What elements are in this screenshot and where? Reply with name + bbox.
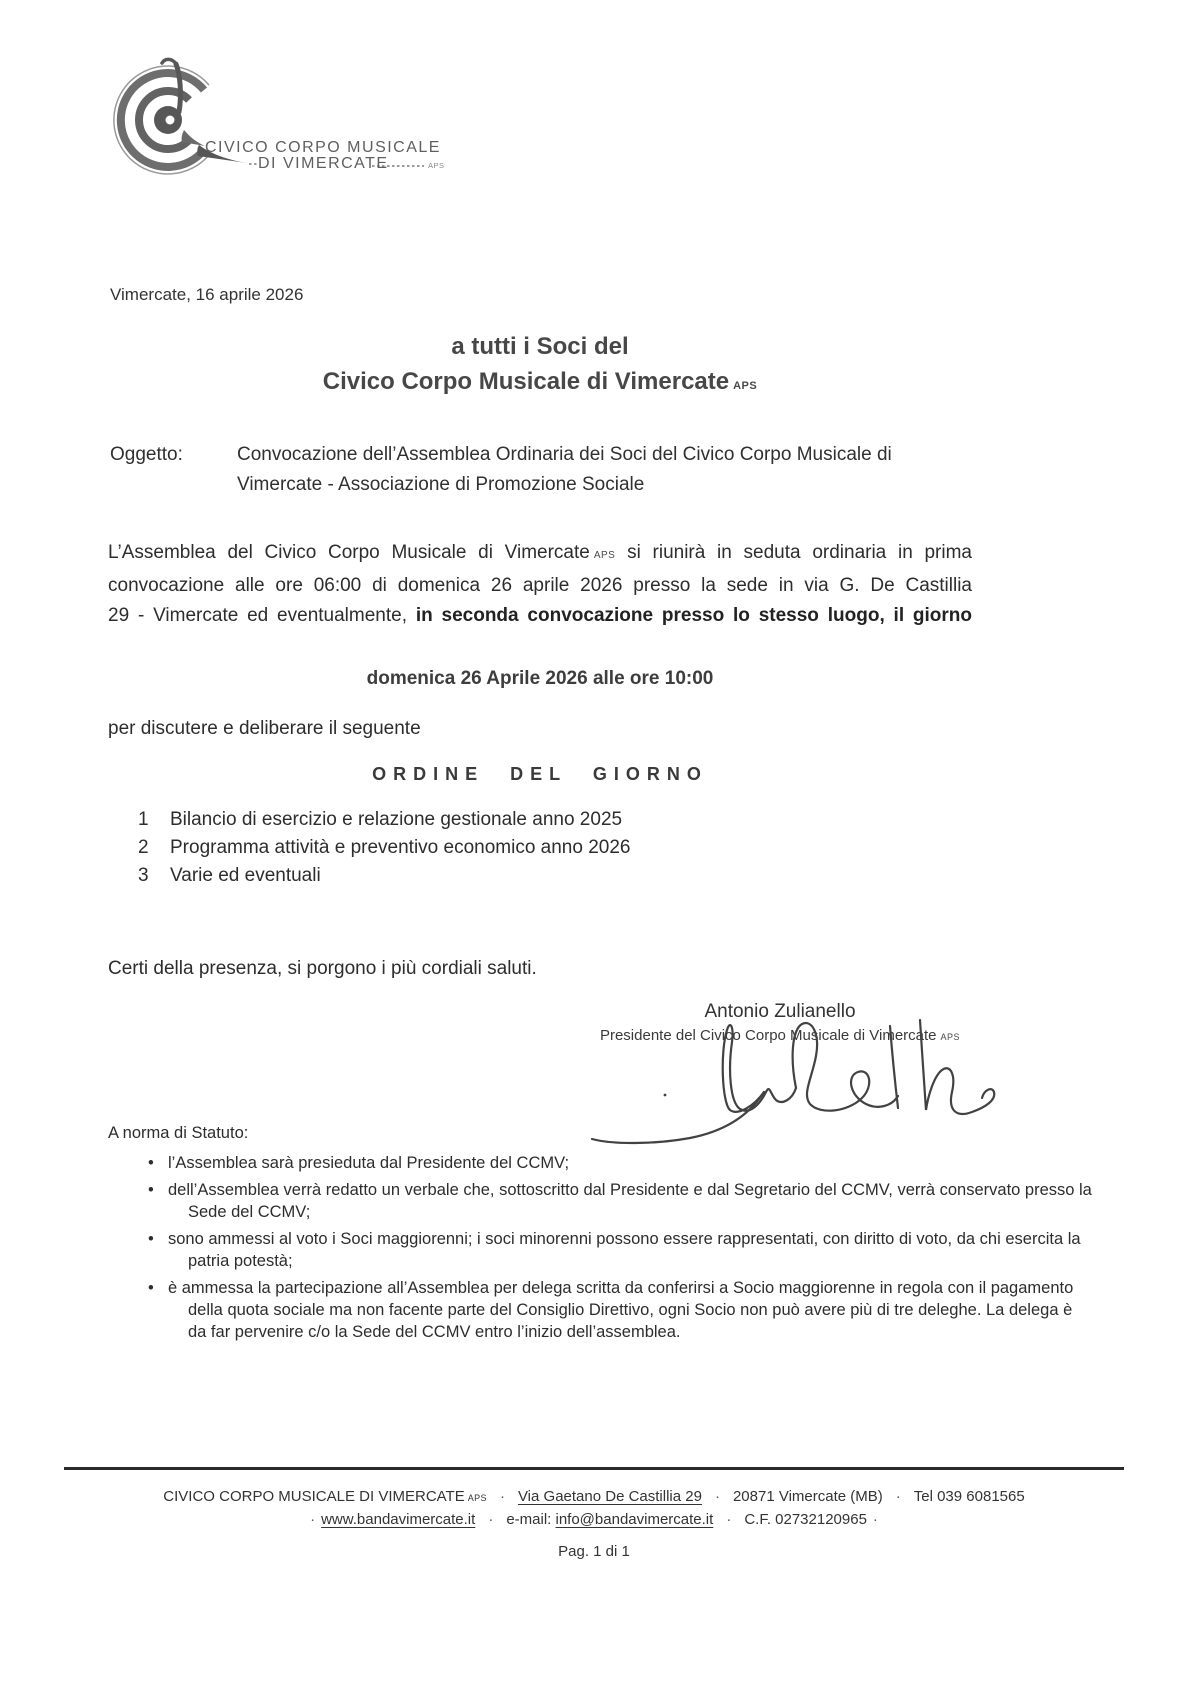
opening-line1-text: L’Assemblea del Civico Corpo Musicale di Vimercate: [108, 542, 590, 563]
statute-bullet: • dell’Assemblea verrà redatto un verbale che, sottoscritto dal Presidente e dal Segretario del CCMV, verrà conservato presso la Sede del CCMV;: [108, 1179, 1093, 1223]
subject-row: [110, 440, 892, 500]
agenda-intro: per discutere e deliberare il seguente: [108, 718, 421, 739]
logo-org-name-line2: DI VIMERCATE: [258, 155, 389, 172]
org-logo: [106, 56, 456, 186]
signatory-aps-label: APS: [940, 1032, 961, 1042]
logo-note-hole: [166, 116, 175, 125]
closing-line: Certi della presenza, si porgono i più cordiali saluti.: [108, 958, 537, 979]
signature-ink-dot: [664, 1094, 667, 1097]
footer-separator: ·: [714, 1488, 720, 1505]
recipient-block: [108, 329, 972, 404]
signature-stroke-vertical: [890, 1026, 898, 1108]
footer-email: info@bandavimercate.it: [555, 1511, 714, 1528]
subject-text: [237, 440, 892, 500]
signature-stroke-tail: [920, 1020, 994, 1114]
agenda-item-text: Programma attività e preventivo economico anno 2026: [170, 837, 631, 858]
opening-line1: [108, 538, 972, 571]
recipient-line1: a tutti i Soci del: [451, 333, 629, 360]
subject-text-line1: Convocazione dell’Assemblea Ordinaria dei Soci del Civico Corpo Musicale di: [237, 444, 892, 465]
opening-paragraph: [108, 538, 972, 631]
logo-note-stem: [176, 64, 180, 112]
footer-separator: ·: [488, 1511, 494, 1528]
opening-line3-text: 29 - Vimercate ed eventualmente,: [108, 605, 416, 626]
recipient-line2: [108, 364, 972, 404]
footer-city: 20871 Vimercate (MB): [732, 1488, 883, 1505]
opening-line2: convocazione alle ore 06:00 di domenica 26 aprile 2026 presso la sede in via G. De Castillia: [108, 575, 972, 596]
footer-line2: [64, 1509, 1124, 1530]
logo-org-name-line1: CIVICO CORPO MUSICALE: [205, 139, 441, 156]
agenda-item-number: 1: [138, 809, 149, 830]
subject-label: Oggetto:: [110, 444, 183, 465]
logo-note-flag: [162, 59, 176, 64]
footer-separator: ·: [726, 1511, 732, 1528]
agenda-item: [108, 862, 630, 890]
statute-bullet: • l’Assemblea sarà presieduta dal Presidente del CCMV;: [108, 1152, 1093, 1174]
opening-aps-label: APS: [593, 550, 616, 561]
meeting-datetime: domenica 26 Aprile 2026 alle ore 10:00: [366, 668, 714, 689]
footer-phone: Tel 039 6081565: [913, 1488, 1025, 1505]
footer-website: www.bandavimercate.it: [321, 1511, 476, 1528]
statute-bullet: • è ammessa la partecipazione all’Assemblea per delega scritta da conferirsi a Socio maggiorenne in regola con il pagamento della quota sociale ma non facente parte del Consiglio Direttivo, ogni Socio non può avere più di tre deleghe. La delega è da far pervenire c/o la Sede del CCMV entro l’inizio dell’assemblea.: [108, 1277, 1093, 1343]
footer-org-aps: APS: [467, 1493, 487, 1503]
agenda-item: [108, 806, 630, 834]
footer-separator: ·: [499, 1488, 505, 1505]
subject-text-line2: Vimercate - Associazione di Promozione Sociale: [237, 474, 645, 495]
footer-divider: [64, 1467, 1124, 1470]
agenda-item-number: 2: [138, 837, 149, 858]
signatory-role-text: Presidente del Civico Corpo Musicale di Vimercate: [599, 1027, 937, 1044]
opening-line3-bold: in seconda convocazione presso lo stesso luogo, il giorno: [415, 605, 973, 626]
agenda-item-text: Varie ed eventuali: [170, 865, 321, 886]
statute-bullet: • sono ammessi al voto i Soci maggiorenni; i soci minorenni possono essere rappresentati, con diritto di voto, da chi esercita la patria potestà;: [108, 1228, 1093, 1272]
page-number: Pag. 1 di 1: [558, 1543, 630, 1560]
footer-fiscal-code: C.F. 02732120965: [744, 1511, 867, 1528]
statute-list: [108, 1152, 1093, 1343]
footer-separator: ·: [872, 1511, 878, 1528]
signature-stroke-curl: [793, 1023, 898, 1111]
signature-stroke-loops: [723, 1025, 796, 1112]
date-line: Vimercate, 16 aprile 2026: [110, 285, 304, 304]
logo-aps-label: APS: [428, 161, 445, 170]
recipient-aps-label: APS: [733, 380, 758, 392]
footer-email-label: e-mail:: [506, 1511, 552, 1528]
footer-address: Via Gaetano De Castillia 29: [517, 1488, 702, 1505]
statute-heading: A norma di Statuto:: [108, 1124, 249, 1142]
footer-org-name: CIVICO CORPO MUSICALE DI VIMERCATE: [163, 1488, 465, 1505]
agenda-list: [108, 806, 630, 890]
agenda-item: [108, 834, 630, 862]
statute-block: [108, 1122, 1093, 1348]
agenda-item-text: Bilancio di esercizio e relazione gestionale anno 2025: [170, 809, 623, 830]
recipient-org-name: Civico Corpo Musicale di Vimercate: [322, 368, 730, 395]
opening-line1-rest: si riunirà in seduta ordinaria in prima: [615, 542, 972, 563]
footer-separator: ·: [895, 1488, 901, 1505]
footer-separator: ·: [310, 1511, 316, 1528]
agenda-item-number: 3: [138, 865, 149, 886]
footer-block: [64, 1486, 1124, 1530]
agenda-title: ORDINE DEL GIORNO: [372, 764, 708, 784]
signatory-name: Antonio Zulianello: [704, 1001, 856, 1022]
opening-line3: [108, 601, 972, 631]
footer-line1: [64, 1486, 1124, 1509]
